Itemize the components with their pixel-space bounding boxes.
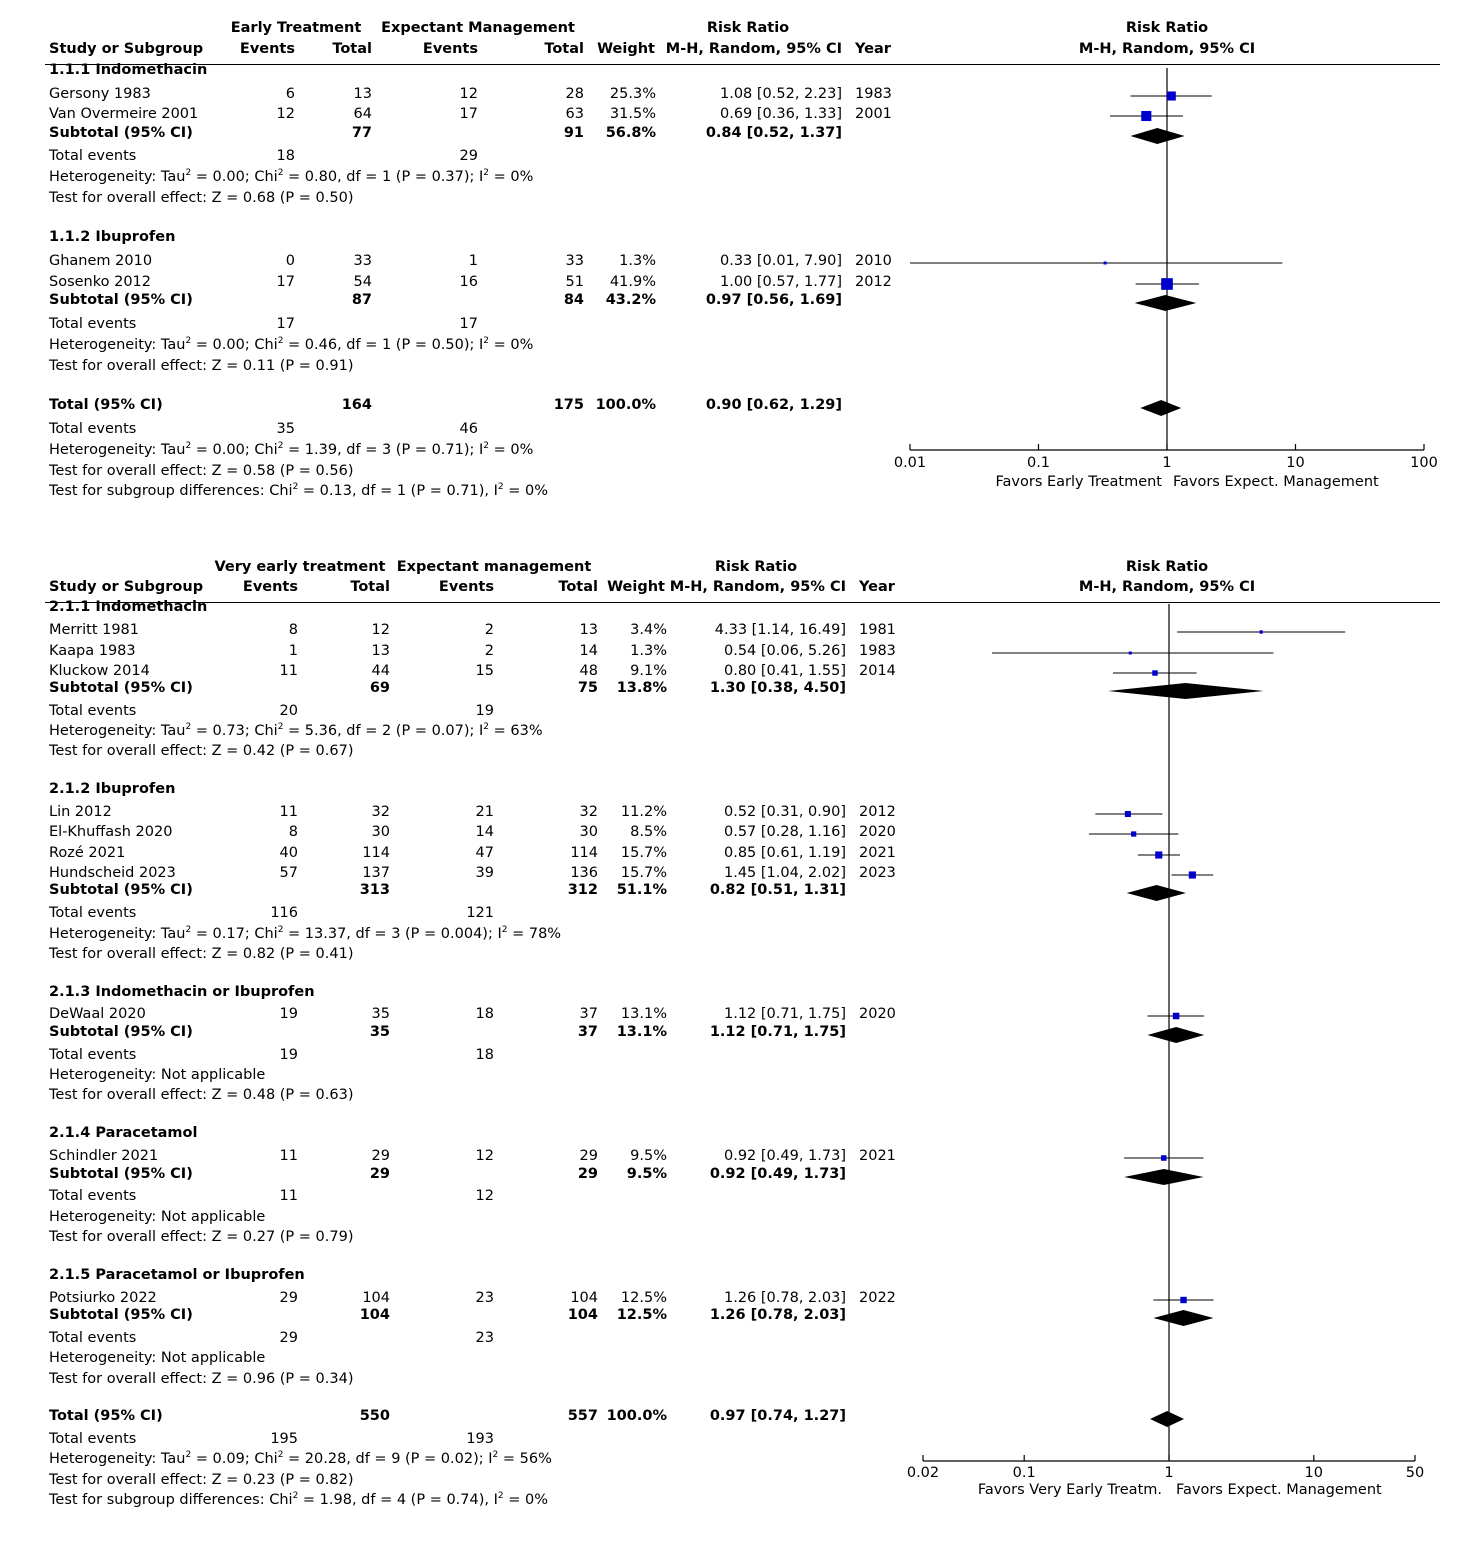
- study-name: DeWaal 2020: [49, 1006, 146, 1022]
- subtotal-label: Subtotal (95% CI): [49, 292, 193, 308]
- study-marker: [1189, 871, 1196, 878]
- pooled-diamond: [1147, 1027, 1204, 1043]
- total1-header: Total: [350, 579, 390, 595]
- events1-value: 19: [279, 1006, 298, 1022]
- total2-value: 104: [570, 1290, 598, 1306]
- x-tick-label: 0.1: [1026, 455, 1051, 471]
- subgroup-heading: 2.1.1 Indomethacin: [49, 599, 208, 615]
- x-tick-label: 100: [1410, 455, 1438, 471]
- events1-value: 17: [276, 274, 295, 290]
- rr-ci-value: 0.85 [0.61, 1.19]: [724, 845, 846, 861]
- study-name: Kluckow 2014: [49, 663, 150, 679]
- rr-ci-value: 1.08 [0.52, 2.23]: [720, 86, 842, 102]
- rr-ci-value: 0.97 [0.74, 1.27]: [709, 1408, 846, 1424]
- weight-value: 13.8%: [616, 680, 667, 696]
- study-name: Sosenko 2012: [49, 274, 152, 290]
- total1-value: 29: [371, 1148, 390, 1164]
- group1-header: Very early treatment: [214, 559, 386, 575]
- group1-header: Early Treatment: [230, 20, 362, 36]
- events1-value: 195: [270, 1431, 298, 1447]
- rr-ci-value: 0.69 [0.36, 1.33]: [720, 106, 842, 122]
- stat-note: Heterogeneity: Not applicable: [49, 1209, 266, 1225]
- total2-value: 175: [553, 397, 584, 413]
- plot-title: Risk Ratio: [1125, 559, 1209, 575]
- events1-value: 17: [276, 316, 295, 332]
- total1-value: 13: [353, 86, 372, 102]
- subtotal-label: Subtotal (95% CI): [49, 125, 193, 141]
- events2-value: 23: [475, 1290, 494, 1306]
- total2-value: 32: [579, 804, 598, 820]
- x-tick-label: 10: [1304, 1465, 1324, 1481]
- rr-ci-value: 0.54 [0.06, 5.26]: [724, 643, 846, 659]
- total2-header: Total: [558, 579, 598, 595]
- rr-ci-value: 1.00 [0.57, 1.77]: [720, 274, 842, 290]
- events1-value: 116: [270, 905, 298, 921]
- total1-value: 77: [351, 125, 372, 141]
- stat-note: Test for overall effect: Z = 0.11 (P = 0.91): [49, 358, 354, 374]
- total1-value: 33: [353, 253, 372, 269]
- events2-value: 18: [475, 1047, 494, 1063]
- total2-value: 51: [565, 274, 584, 290]
- rr-ci-value: 0.90 [0.62, 1.29]: [705, 397, 842, 413]
- total2-header: Total: [544, 41, 584, 57]
- weight-header: Weight: [597, 41, 655, 57]
- study-header: Study or Subgroup: [49, 579, 204, 595]
- events2-value: 47: [475, 845, 494, 861]
- subgroup-heading: 1.1.2 Ibuprofen: [49, 229, 176, 245]
- stat-note: Heterogeneity: Tau$^2$ = 0.00; Chi$^2$ = 0.80, df = 1 (P = 0.37); $I^2 = 0\%$: [49, 168, 534, 185]
- events2-value: 15: [475, 663, 494, 679]
- group2-header: Expectant Management: [381, 20, 575, 36]
- favors-left-label: Favors Early Treatment: [995, 474, 1162, 490]
- total2-value: 13: [579, 622, 598, 638]
- pooled-diamond: [1108, 683, 1263, 699]
- year-value: 2022: [859, 1290, 896, 1306]
- total1-value: 87: [351, 292, 372, 308]
- total2-value: 104: [567, 1307, 598, 1323]
- x-tick-label: 0.01: [893, 455, 927, 471]
- x-tick-label: 10: [1286, 455, 1305, 471]
- stat-note: Heterogeneity: Tau$^2$ = 0.17; Chi$^2$ = 13.37, df = 3 (P = 0.004); $I^2 = 78\%$: [49, 925, 562, 942]
- total1-value: 164: [341, 397, 372, 413]
- study-marker: [1259, 630, 1262, 633]
- study-name: Rozé 2021: [49, 845, 126, 861]
- total-events-label: Total events: [49, 1047, 137, 1063]
- total2-value: 37: [579, 1006, 598, 1022]
- pooled-diamond: [1150, 1411, 1184, 1427]
- total-events-label: Total events: [49, 316, 137, 332]
- weight-value: 9.5%: [630, 1148, 667, 1164]
- events1-value: 35: [276, 421, 295, 437]
- total2-value: 136: [570, 865, 598, 881]
- total1-value: 550: [359, 1408, 390, 1424]
- subtotal-label: Subtotal (95% CI): [49, 882, 193, 898]
- year-value: 1983: [855, 86, 892, 102]
- rr-ci-value: 1.45 [1.04, 2.02]: [724, 865, 846, 881]
- events2-value: 23: [475, 1330, 494, 1346]
- rr-ci-value: 0.92 [0.49, 1.73]: [724, 1148, 846, 1164]
- stat-note: Test for overall effect: Z = 0.68 (P = 0.50): [49, 190, 354, 206]
- rr-ci-value: 4.33 [1.14, 16.49]: [714, 622, 846, 638]
- weight-value: 100.0%: [595, 397, 656, 413]
- total-events-label: Total events: [49, 148, 137, 164]
- events2-value: 21: [475, 804, 494, 820]
- events2-value: 19: [475, 703, 494, 719]
- rr-ci-value: 1.12 [0.71, 1.75]: [709, 1024, 846, 1040]
- weight-value: 11.2%: [620, 804, 667, 820]
- year-value: 2010: [855, 253, 892, 269]
- stat-note: Heterogeneity: Not applicable: [49, 1350, 266, 1366]
- weight-value: 8.5%: [630, 824, 667, 840]
- events2-value: 12: [459, 86, 478, 102]
- total1-value: 35: [369, 1024, 390, 1040]
- study-name: Kaapa 1983: [49, 643, 136, 659]
- weight-value: 51.1%: [616, 882, 667, 898]
- study-name: Potsiurko 2022: [49, 1290, 157, 1306]
- stat-note: Test for overall effect: Z = 0.96 (P = 0.34): [49, 1371, 354, 1387]
- rr-ci-value: 0.52 [0.31, 0.90]: [724, 804, 846, 820]
- stat-note: Heterogeneity: Not applicable: [49, 1067, 266, 1083]
- total-events-label: Total events: [49, 1431, 137, 1447]
- events1-value: 29: [279, 1290, 298, 1306]
- rr-ci-value: 0.92 [0.49, 1.73]: [709, 1166, 846, 1182]
- events2-value: 29: [459, 148, 478, 164]
- events2-value: 2: [484, 622, 494, 638]
- total1-value: 54: [353, 274, 372, 290]
- total1-value: 32: [371, 804, 390, 820]
- weight-value: 15.7%: [620, 845, 667, 861]
- weight-value: 9.5%: [626, 1166, 667, 1182]
- study-name: Hundscheid 2023: [49, 865, 176, 881]
- total2-value: 14: [579, 643, 598, 659]
- events2-value: 2: [484, 643, 494, 659]
- events2-value: 17: [459, 316, 478, 332]
- rr-ci-value: 0.97 [0.56, 1.69]: [705, 292, 842, 308]
- events1-value: 11: [279, 1148, 298, 1164]
- stat-note: Test for overall effect: Z = 0.48 (P = 0.63): [49, 1087, 354, 1103]
- year-header: Year: [855, 41, 891, 57]
- events2-value: 14: [475, 824, 494, 840]
- stat-note: Test for subgroup differences: Chi$^2$ = 0.13, df = 1 (P = 0.71), $I^2 = 0\%$: [49, 482, 548, 499]
- weight-value: 31.5%: [609, 106, 656, 122]
- events1-value: 57: [279, 865, 298, 881]
- weight-value: 13.1%: [616, 1024, 667, 1040]
- total1-value: 12: [371, 622, 390, 638]
- study-marker: [1125, 811, 1131, 817]
- x-tick-label: 1: [1162, 455, 1172, 471]
- year-value: 1981: [859, 622, 896, 638]
- total1-value: 44: [371, 663, 390, 679]
- stat-note: Heterogeneity: Tau$^2$ = 0.00; Chi$^2$ = 1.39, df = 3 (P = 0.71); $I^2 = 0\%$: [49, 441, 534, 458]
- total2-value: 33: [565, 253, 584, 269]
- year-value: 2021: [859, 845, 896, 861]
- total1-value: 104: [359, 1307, 390, 1323]
- subgroup-heading: 1.1.1 Indomethacin: [49, 62, 208, 78]
- stat-note: Test for overall effect: Z = 0.82 (P = 0.41): [49, 946, 354, 962]
- total2-value: 84: [563, 292, 584, 308]
- events1-value: 40: [279, 845, 298, 861]
- weight-value: 1.3%: [630, 643, 667, 659]
- weight-value: 43.2%: [605, 292, 656, 308]
- year-value: 2021: [859, 1148, 896, 1164]
- stat-note: Test for subgroup differences: Chi$^2$ = 1.98, df = 4 (P = 0.74), $I^2 = 0\%$: [49, 1491, 548, 1508]
- study-marker: [1155, 851, 1162, 858]
- events1-value: 19: [279, 1047, 298, 1063]
- rr-method-header: M-H, Random, 95% CI: [665, 41, 842, 57]
- total2-value: 37: [577, 1024, 598, 1040]
- year-value: 2020: [859, 824, 896, 840]
- total1-value: 114: [362, 845, 390, 861]
- study-marker: [1129, 652, 1132, 655]
- total-events-label: Total events: [49, 1330, 137, 1346]
- plot-method: M-H, Random, 95% CI: [1078, 579, 1256, 595]
- events1-value: 18: [276, 148, 295, 164]
- total2-value: 91: [563, 125, 584, 141]
- stat-note: Test for overall effect: Z = 0.23 (P = 0.82): [49, 1472, 354, 1488]
- study-name: Lin 2012: [49, 804, 112, 820]
- year-value: 2012: [859, 804, 896, 820]
- plot-title: Risk Ratio: [1125, 20, 1209, 36]
- weight-value: 15.7%: [620, 865, 667, 881]
- stat-note: Heterogeneity: Tau$^2$ = 0.09; Chi$^2$ = 20.28, df = 9 (P = 0.02); $I^2 = 56\%$: [49, 1450, 552, 1467]
- study-name: Gersony 1983: [49, 86, 151, 102]
- total-events-label: Total events: [49, 1188, 137, 1204]
- stat-note: Heterogeneity: Tau$^2$ = 0.00; Chi$^2$ = 0.46, df = 1 (P = 0.50); $I^2 = 0\%$: [49, 336, 534, 353]
- events1-value: 29: [279, 1330, 298, 1346]
- rr-ci-value: 0.82 [0.51, 1.31]: [709, 882, 846, 898]
- events1-value: 12: [276, 106, 295, 122]
- rr-ci-value: 0.33 [0.01, 7.90]: [720, 253, 842, 269]
- subgroup-heading: 2.1.2 Ibuprofen: [49, 781, 176, 797]
- total1-value: 69: [369, 680, 390, 696]
- total1-value: 104: [362, 1290, 390, 1306]
- study-marker: [1173, 1013, 1180, 1020]
- study-marker: [1180, 1297, 1186, 1303]
- subtotal-label: Subtotal (95% CI): [49, 680, 193, 696]
- subtotal-label: Subtotal (95% CI): [49, 1024, 193, 1040]
- rr-method-header: M-H, Random, 95% CI: [669, 579, 846, 595]
- study-name: Schindler 2021: [49, 1148, 159, 1164]
- weight-value: 100.0%: [606, 1408, 667, 1424]
- stat-note: Test for overall effect: Z = 0.42 (P = 0.67): [49, 743, 354, 759]
- events2-value: 18: [475, 1006, 494, 1022]
- weight-header: Weight: [607, 579, 665, 595]
- favors-left-label: Favors Very Early Treatm.: [977, 1482, 1162, 1498]
- events2-value: 39: [475, 865, 494, 881]
- pooled-diamond: [1153, 1310, 1213, 1326]
- x-tick-label: 0.02: [906, 1465, 940, 1481]
- weight-value: 3.4%: [630, 622, 667, 638]
- weight-value: 1.3%: [619, 253, 656, 269]
- weight-value: 56.8%: [605, 125, 656, 141]
- events2-value: 46: [459, 421, 478, 437]
- total1-value: 313: [359, 882, 390, 898]
- pooled-diamond: [1127, 885, 1186, 901]
- subgroup-heading: 2.1.5 Paracetamol or Ibuprofen: [49, 1267, 305, 1283]
- total-label: Total (95% CI): [49, 1408, 163, 1424]
- events1-value: 11: [279, 663, 298, 679]
- rr-ci-value: 1.26 [0.78, 2.03]: [724, 1290, 846, 1306]
- plot-method: M-H, Random, 95% CI: [1078, 41, 1256, 57]
- total2-value: 114: [570, 845, 598, 861]
- events2-value: 16: [459, 274, 478, 290]
- events1-value: 11: [279, 804, 298, 820]
- weight-value: 25.3%: [609, 86, 656, 102]
- subtotal-label: Subtotal (95% CI): [49, 1307, 193, 1323]
- rr-header-top: Risk Ratio: [706, 20, 790, 36]
- study-header: Study or Subgroup: [49, 41, 204, 57]
- rr-ci-value: 0.80 [0.41, 1.55]: [724, 663, 846, 679]
- subtotal-label: Subtotal (95% CI): [49, 1166, 193, 1182]
- weight-value: 13.1%: [620, 1006, 667, 1022]
- study-marker: [1161, 1155, 1167, 1161]
- total1-value: 64: [353, 106, 372, 122]
- study-name: Van Overmeire 2001: [49, 106, 199, 122]
- stat-note: Test for overall effect: Z = 0.27 (P = 0.79): [49, 1229, 354, 1245]
- events2-value: 12: [475, 1188, 494, 1204]
- events1-header: Events: [239, 41, 295, 57]
- events1-value: 11: [279, 1188, 298, 1204]
- weight-value: 9.1%: [630, 663, 667, 679]
- total2-value: 28: [565, 86, 584, 102]
- subgroup-heading: 2.1.3 Indomethacin or Ibuprofen: [49, 984, 315, 1000]
- rr-ci-value: 1.30 [0.38, 4.50]: [709, 680, 846, 696]
- total1-header: Total: [332, 41, 372, 57]
- total2-value: 557: [567, 1408, 598, 1424]
- weight-value: 41.9%: [609, 274, 656, 290]
- total2-value: 48: [579, 663, 598, 679]
- stat-note: Heterogeneity: Tau$^2$ = 0.73; Chi$^2$ = 5.36, df = 2 (P = 0.07); $I^2 = 63\%$: [49, 722, 543, 739]
- year-value: 2001: [855, 106, 892, 122]
- total1-value: 29: [369, 1166, 390, 1182]
- events2-value: 12: [475, 1148, 494, 1164]
- events1-value: 8: [288, 824, 298, 840]
- total1-value: 137: [362, 865, 390, 881]
- rr-ci-value: 1.26 [0.78, 2.03]: [709, 1307, 846, 1323]
- year-header: Year: [859, 579, 895, 595]
- x-tick-label: 0.1: [1012, 1465, 1036, 1481]
- favors-right-label: Favors Expect. Management: [1173, 474, 1379, 490]
- year-value: 1983: [859, 643, 896, 659]
- favors-right-label: Favors Expect. Management: [1176, 1482, 1382, 1498]
- rr-ci-value: 0.84 [0.52, 1.37]: [705, 125, 842, 141]
- events2-value: 1: [468, 253, 478, 269]
- year-value: 2020: [859, 1006, 896, 1022]
- total1-value: 30: [371, 824, 390, 840]
- study-marker: [1131, 831, 1136, 836]
- total2-value: 312: [567, 882, 598, 898]
- total-events-label: Total events: [49, 703, 137, 719]
- year-value: 2012: [855, 274, 892, 290]
- stat-note: Test for overall effect: Z = 0.58 (P = 0.56): [49, 463, 354, 479]
- pooled-diamond: [1124, 1169, 1203, 1185]
- events1-value: 20: [279, 703, 298, 719]
- events2-value: 193: [466, 1431, 494, 1447]
- total1-value: 13: [371, 643, 390, 659]
- rr-header-top: Risk Ratio: [714, 559, 798, 575]
- total-events-label: Total events: [49, 905, 137, 921]
- x-tick-label: 50: [1405, 1465, 1425, 1481]
- events2-value: 17: [459, 106, 478, 122]
- weight-value: 12.5%: [616, 1307, 667, 1323]
- events1-value: 8: [288, 622, 298, 638]
- rr-ci-value: 1.12 [0.71, 1.75]: [724, 1006, 846, 1022]
- events1-value: 0: [285, 253, 295, 269]
- weight-value: 12.5%: [620, 1290, 667, 1306]
- study-name: El-Khuffash 2020: [49, 824, 173, 840]
- total2-value: 29: [577, 1166, 598, 1182]
- total1-value: 35: [371, 1006, 390, 1022]
- total2-value: 29: [579, 1148, 598, 1164]
- year-value: 2014: [859, 663, 896, 679]
- study-marker: [1152, 670, 1157, 675]
- events1-value: 1: [288, 643, 298, 659]
- year-value: 2023: [859, 865, 896, 881]
- rr-ci-value: 0.57 [0.28, 1.16]: [724, 824, 846, 840]
- group2-header: Expectant management: [396, 559, 592, 575]
- study-name: Ghanem 2010: [49, 253, 153, 269]
- subgroup-heading: 2.1.4 Paracetamol: [49, 1125, 198, 1141]
- study-name: Merritt 1981: [49, 622, 140, 638]
- events2-header: Events: [422, 41, 478, 57]
- total-label: Total (95% CI): [49, 397, 163, 413]
- events1-header: Events: [242, 579, 298, 595]
- x-tick-label: 1: [1164, 1465, 1174, 1481]
- total2-value: 30: [579, 824, 598, 840]
- events2-header: Events: [438, 579, 494, 595]
- total-events-label: Total events: [49, 421, 137, 437]
- events2-value: 121: [466, 905, 494, 921]
- total2-value: 75: [577, 680, 598, 696]
- events1-value: 6: [285, 86, 295, 102]
- total2-value: 63: [565, 106, 584, 122]
